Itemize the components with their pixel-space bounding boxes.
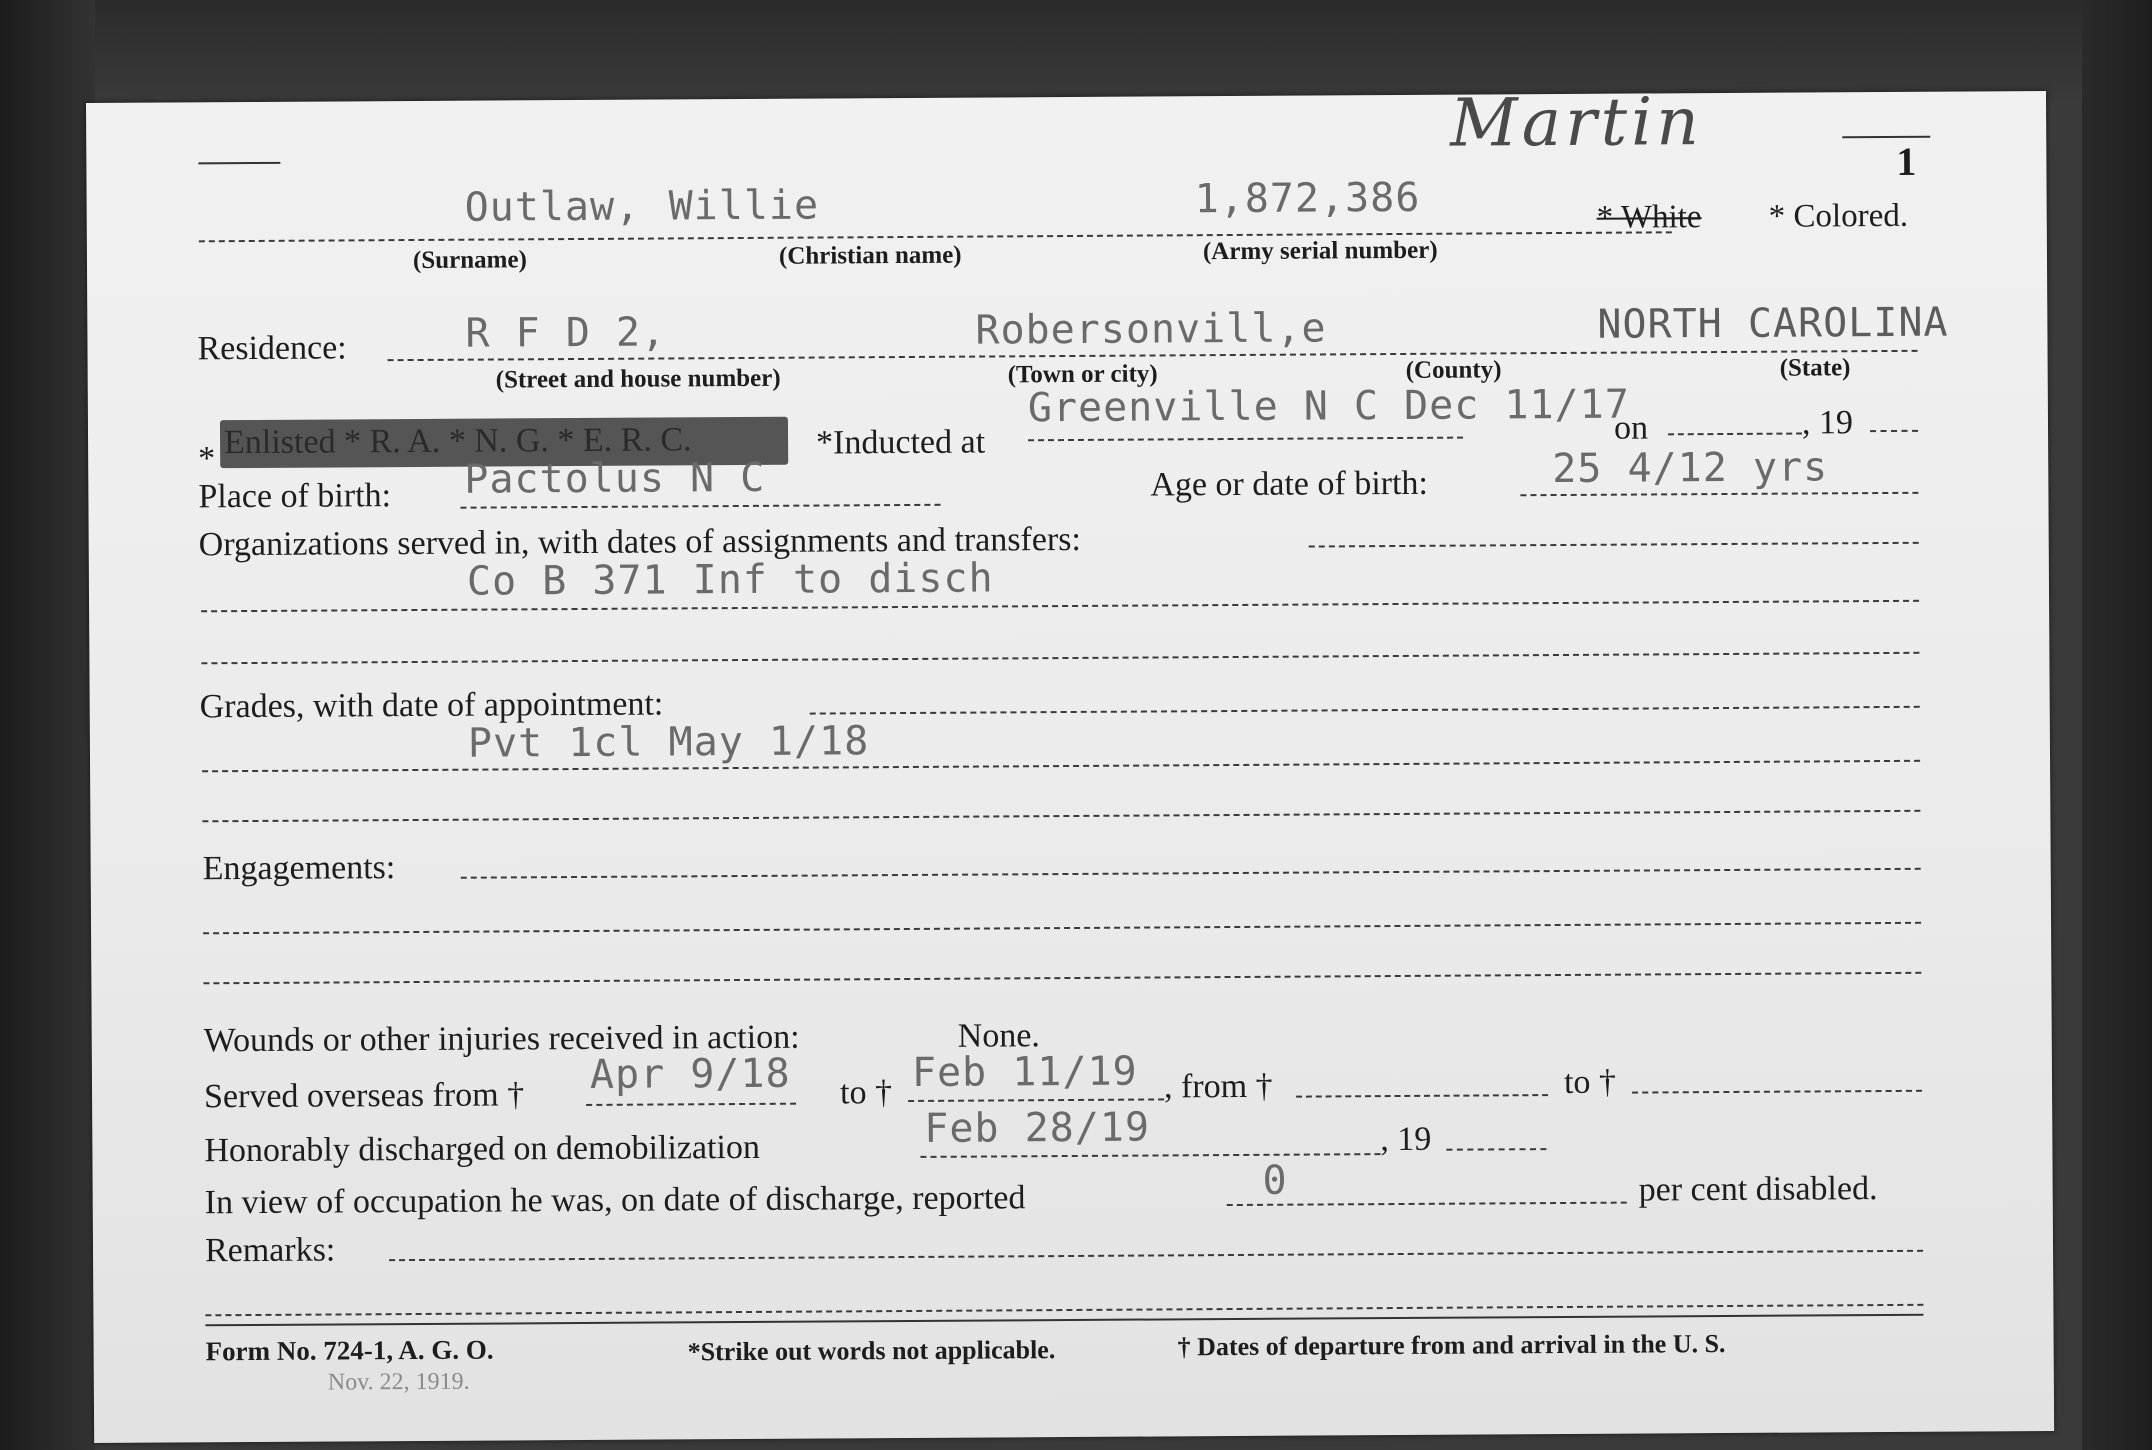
inducted-line (1028, 437, 1463, 442)
inducted-year-label: , 19 (1801, 404, 1854, 442)
engagements-label: Engagements: (202, 849, 396, 888)
serial-number-value: 1,872,386 (1194, 174, 1421, 223)
overseas-from-2-line (1296, 1094, 1548, 1098)
background-left-edge (0, 0, 95, 1450)
grades-value: Pvt 1cl May 1/18 (467, 718, 870, 767)
served-overseas-label: Served overseas from † (203, 1076, 525, 1116)
race-white-option: * White (1596, 199, 1702, 236)
organizations-line-3 (201, 652, 1919, 664)
enlistment-asterisk: * (198, 440, 216, 478)
top-right-rule (1842, 136, 1930, 139)
discharge-year-line (1446, 1148, 1546, 1151)
age-value: 25 4/12 yrs (1552, 444, 1829, 493)
remarks-label: Remarks: (204, 1231, 336, 1270)
state-caption: (State) (1779, 354, 1851, 382)
discharge-line (920, 1153, 1380, 1158)
disability-suffix: per cent disabled. (1638, 1170, 1878, 1209)
place-of-birth-value: Pactolus N C (464, 454, 766, 503)
overseas-to-2-label: to † (1563, 1063, 1617, 1101)
organizations-line-1 (1309, 542, 1919, 548)
engagements-line-2 (203, 922, 1921, 934)
inducted-year-line (1870, 430, 1918, 432)
wounds-value: None. (957, 1017, 1040, 1055)
serial-number-caption: (Army serial number) (1202, 236, 1438, 266)
discharge-year-label: , 19 (1380, 1120, 1432, 1159)
place-of-birth-label: Place of birth: (198, 477, 392, 516)
handwritten-county-note: Martin (1449, 83, 1704, 162)
strike-out-note: *Strike out words not applicable. (687, 1335, 1056, 1367)
age-label: Age or date of birth: (1150, 464, 1429, 504)
town-value: Robersonvill,e (975, 305, 1327, 354)
on-label: on (1613, 409, 1649, 447)
service-record-card (86, 83, 2054, 1443)
place-of-birth-line (460, 504, 940, 509)
age-line (1520, 492, 1918, 496)
overseas-from-2-label: , from † (1163, 1067, 1273, 1106)
town-caption: (Town or city) (1007, 360, 1158, 389)
race-colored-option: * Colored. (1768, 197, 1909, 235)
top-left-rule (198, 162, 280, 165)
form-number: Form No. 724-1, A. G. O. (205, 1334, 494, 1367)
card-number: 1 (1896, 138, 1917, 184)
redacted-enlistment-options: Enlisted * R. A. * N. G. * E. R. C. (223, 421, 692, 462)
overseas-to-2-line (1632, 1090, 1922, 1094)
grades-line-1 (810, 706, 1920, 715)
grades-line-3 (202, 810, 1920, 822)
surname-caption: (Surname) (412, 246, 527, 275)
engagements-line-1 (461, 868, 1921, 879)
overseas-to-value: Feb 11/19 (911, 1048, 1138, 1096)
street-caption: (Street and house number) (495, 364, 781, 394)
overseas-from-line (586, 1103, 796, 1106)
wounds-label: Wounds or other injuries received in action: (203, 1018, 800, 1060)
disability-label: In view of occupation he was, on date of discharge, reported (204, 1179, 1026, 1222)
organizations-label: Organizations served in, with dates of assignments and transfers: (198, 520, 1082, 564)
inducted-at-value: Greenville N C Dec 11/17 (1027, 381, 1630, 432)
remarks-line-1 (389, 1250, 1923, 1261)
county-caption: (County) (1405, 356, 1502, 384)
footer-rule (205, 1314, 1923, 1326)
grades-line-2 (202, 760, 1920, 772)
christian-name-caption: (Christian name) (778, 241, 962, 270)
background-right-edge (2082, 0, 2152, 1450)
street-value: R F D 2, (465, 309, 667, 357)
grades-label: Grades, with date of appointment: (199, 685, 664, 726)
disability-value: 0 (1262, 1157, 1288, 1204)
state-value: NORTH CAROLINA (1597, 299, 1949, 348)
discharge-label: Honorably discharged on demobilization (204, 1128, 761, 1170)
organizations-line-2 (201, 600, 1919, 612)
surname-value: Outlaw, (464, 183, 641, 231)
on-date-line (1668, 433, 1802, 436)
dates-note: † Dates of departure from and arrival in the U. S. (1177, 1329, 1726, 1362)
overseas-to-line (908, 1098, 1164, 1102)
form-date: Nov. 22, 1919. (327, 1368, 470, 1396)
engagements-line-3 (203, 972, 1921, 984)
discharge-value: Feb 28/19 (924, 1104, 1151, 1152)
overseas-to-label: to † (839, 1074, 893, 1112)
inducted-at-label: *Inducted at (815, 423, 986, 462)
residence-label: Residence: (197, 329, 347, 368)
organizations-value: Co B 371 Inf to disch (466, 555, 994, 605)
christian-name-value: Willie (668, 182, 820, 230)
name-line (199, 231, 1672, 242)
overseas-from-value: Apr 9/18 (589, 1050, 791, 1098)
